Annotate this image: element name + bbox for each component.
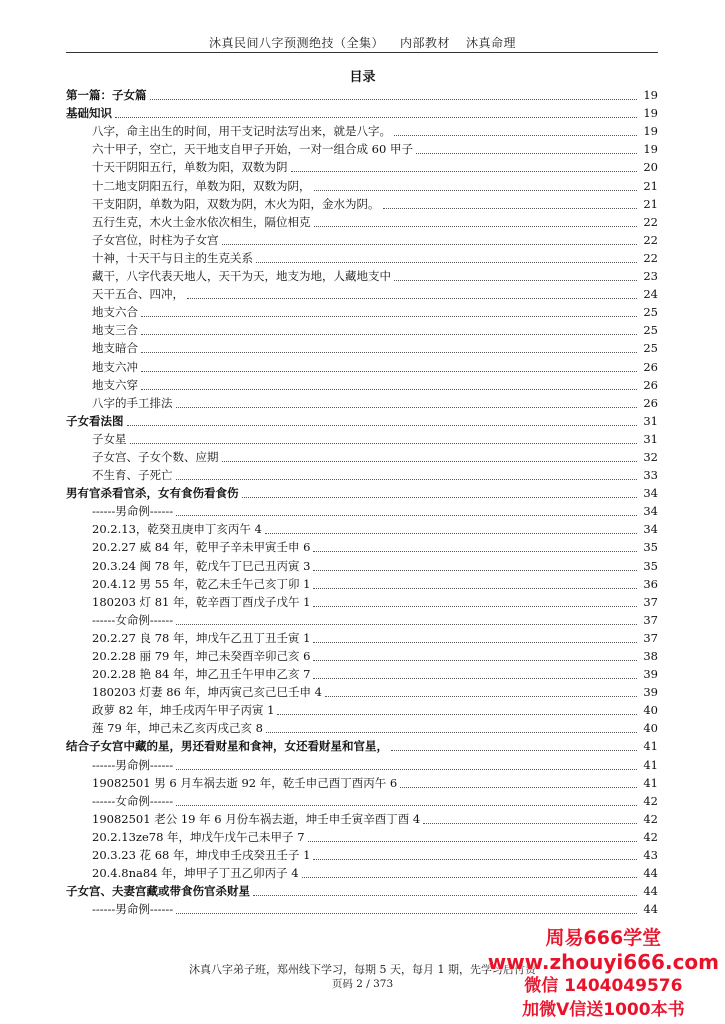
toc-entry-title: 地支六合 [92, 305, 138, 320]
toc-entry-title: ------女命例------ [92, 793, 174, 808]
toc-entry[interactable] [66, 230, 658, 248]
toc-leader-dots [277, 713, 637, 715]
toc-entry-page: 41 [643, 775, 658, 790]
toc-entry-title: 19082501 男 6 月车祸去逝 92 年，乾壬申己酉丁酉丙午 6 [92, 775, 398, 790]
toc-entry-title: ------女命例------ [92, 612, 174, 627]
toc-leader-dots [313, 659, 637, 661]
toc-leader-dots [314, 189, 638, 191]
toc-entry[interactable] [66, 628, 658, 646]
toc-leader-dots [253, 894, 637, 896]
toc-entry-title: 第一篇：子女篇 [66, 88, 147, 103]
toc-entry[interactable] [66, 194, 658, 212]
toc-entry-title: 20.3.24 闽 78 年，乾戊午丁巳己丑丙寅 3 [92, 558, 311, 573]
toc-entry-page: 42 [643, 793, 658, 808]
toc-leader-dots [313, 569, 637, 571]
toc-entry[interactable] [66, 555, 658, 573]
toc-entry-page: 21 [643, 196, 658, 211]
toc-entry-title: 男有官杀看官杀，女有食伤看食伤 [66, 486, 239, 501]
toc-entry-page: 42 [643, 811, 658, 826]
toc-entry[interactable] [66, 85, 658, 103]
toc-entry-page: 44 [643, 866, 658, 881]
toc-entry[interactable] [66, 610, 658, 628]
toc-entry-page: 26 [643, 395, 658, 410]
toc-entry[interactable] [66, 519, 658, 537]
toc-leader-dots [176, 623, 637, 625]
toc-entry-title: 十二地支阴阳五行，单数为阳，双数为阴， [92, 178, 311, 193]
toc-entry-page: 44 [643, 902, 658, 917]
toc-leader-dots [416, 152, 637, 154]
toc-entry[interactable] [66, 356, 658, 374]
book-title: 沐真民间八字预测绝技（全集） [208, 36, 384, 50]
toc-leader-dots [141, 315, 637, 317]
toc-entry-title: ------男命例------ [92, 504, 174, 519]
toc-entry-page: 39 [643, 667, 658, 682]
toc-entry[interactable] [66, 338, 658, 356]
toc-entry-page: 31 [643, 413, 658, 428]
toc-entry-page: 19 [643, 142, 658, 157]
toc-entry-page: 25 [643, 305, 658, 320]
toc-entry-title: 子女星 [92, 431, 127, 446]
toc-entry-title: 莲 79 年，坤己未乙亥丙戌己亥 8 [92, 721, 263, 736]
toc-entry[interactable] [66, 718, 658, 736]
toc-entry-title: 子女宫、子女个数、应期 [92, 449, 219, 464]
watermark-line-2: www.zhouyi666.com [487, 950, 719, 974]
toc-leader-dots [222, 243, 638, 245]
toc-entry[interactable] [66, 664, 658, 682]
toc-entry-page: 21 [643, 178, 658, 193]
toc-entry-page: 42 [643, 829, 658, 844]
page-header [0, 34, 725, 51]
toc-entry-page: 22 [643, 214, 658, 229]
page-number: 页码 2 / 373 [331, 978, 394, 990]
toc-entry-title: 不生育、子死亡 [92, 468, 173, 483]
toc-leader-dots [313, 858, 637, 860]
toc-entry-title: 地支三合 [92, 323, 138, 338]
toc-leader-dots [313, 677, 637, 679]
toc-entry-title: ------男命例------ [92, 902, 174, 917]
toc-entry-page: 31 [643, 431, 658, 446]
toc-entry-title: 20.2.13，乾癸丑庚申丁亥丙午 4 [92, 522, 262, 537]
toc-entry-page: 37 [643, 594, 658, 609]
watermark-line-3: 微信 1404049576 [524, 976, 683, 996]
toc-entry-page: 25 [643, 341, 658, 356]
toc-entry-page: 26 [643, 359, 658, 374]
toc-entry-title: 八字的手工排法 [92, 395, 173, 410]
toc-entry[interactable] [66, 537, 658, 555]
toc-leader-dots [265, 532, 637, 534]
toc-entry[interactable] [66, 682, 658, 700]
toc-entry[interactable] [66, 320, 658, 338]
toc-entry[interactable] [66, 754, 658, 772]
toc-leader-dots [314, 225, 638, 227]
toc-entry-page: 36 [643, 576, 658, 591]
toc-leader-dots [256, 261, 637, 263]
toc-leader-dots [176, 912, 637, 914]
toc-entry-title: 180203 灯妻 86 年，坤丙寅己亥己巳壬申 4 [92, 685, 322, 700]
toc-leader-dots [187, 297, 637, 299]
toc-leader-dots [222, 460, 638, 462]
toc-entry-page: 22 [643, 250, 658, 265]
toc-entry[interactable] [66, 175, 658, 193]
toc-entry-title: 20.2.28 丽 79 年，坤己未癸酉辛卯己亥 6 [92, 649, 311, 663]
toc-entry[interactable] [66, 103, 658, 121]
toc-entry-page: 37 [643, 612, 658, 627]
toc-entry-page: 25 [643, 323, 658, 338]
toc-leader-dots [130, 442, 638, 444]
toc-entry-page: 23 [643, 269, 658, 284]
toc-leader-dots [291, 170, 638, 172]
toc-entry-title: 地支六冲 [92, 359, 138, 374]
toc-entry[interactable] [66, 375, 658, 393]
toc-entry-page: 34 [643, 504, 658, 519]
toc-leader-dots [176, 406, 638, 408]
toc-entry-page: 41 [643, 757, 658, 772]
toc-entry[interactable] [66, 899, 658, 917]
toc-entry-title: 政萝 82 年，坤壬戌丙午甲子丙寅 1 [92, 703, 275, 718]
toc-title: 目录 [349, 70, 376, 85]
toc-leader-dots [383, 207, 638, 209]
toc-entry-page: 19 [643, 124, 658, 139]
toc-entry[interactable] [66, 483, 658, 501]
toc-entry-page: 22 [643, 232, 658, 247]
toc-entry-title: 藏干，八字代表天地人，天干为天，地支为地，人藏地支中 [92, 269, 391, 284]
toc-entry-title: 地支六穿 [92, 377, 138, 392]
toc-leader-dots [266, 731, 637, 733]
toc-entry[interactable] [66, 845, 658, 863]
toc-entry[interactable] [66, 809, 658, 827]
watermark-line-4: 加微V信送1000本书 [522, 1000, 685, 1020]
toc-leader-dots [176, 514, 637, 516]
toc-entry-page: 35 [643, 558, 658, 573]
toc-leader-dots [176, 768, 637, 770]
toc-entry[interactable] [66, 736, 658, 754]
toc-entry-title: 20.2.28 艳 84 年，坤乙丑壬午甲申乙亥 7 [92, 667, 311, 682]
toc-entry-page: 40 [643, 703, 658, 718]
toc-entry-page: 24 [643, 287, 658, 302]
toc-leader-dots [313, 605, 637, 607]
toc-leader-dots [176, 804, 637, 806]
toc-leader-dots [141, 370, 637, 372]
toc-entry-page: 20 [643, 160, 658, 175]
toc-entry-title: 十天干阴阳五行，单数为阳，双数为阴 [92, 160, 288, 175]
toc-entry[interactable] [66, 302, 658, 320]
toc-entry-title: 十神，十天干与日主的生克关系 [92, 250, 253, 265]
toc-entry-title: 天干五合、四冲， [92, 287, 184, 302]
toc-entry[interactable] [66, 700, 658, 718]
toc-entry[interactable] [66, 248, 658, 266]
toc-leader-dots [394, 134, 637, 136]
toc-entry-page: 40 [643, 721, 658, 736]
toc-entry[interactable] [66, 773, 658, 791]
toc-entry[interactable] [66, 574, 658, 592]
toc-entry-page: 34 [643, 486, 658, 501]
toc-entry[interactable] [66, 429, 658, 447]
toc-entry[interactable] [66, 157, 658, 175]
toc-entry-title: 五行生克，木火土金水依次相生，隔位相克 [92, 214, 311, 229]
toc-entry[interactable] [66, 411, 658, 429]
toc-leader-dots [141, 388, 637, 390]
toc-entry[interactable] [66, 121, 658, 139]
toc-entry-title: 六十甲子，空亡，天干地支自甲子开始，一对一组合成 60 甲子 [92, 142, 413, 157]
toc-entry-title: 子女看法图 [66, 413, 124, 428]
toc-entry-title: 基础知识 [66, 106, 112, 121]
header-divider [66, 52, 658, 53]
toc-entry-page: 32 [643, 449, 658, 464]
toc-entry-title: 地支暗合 [92, 341, 138, 356]
toc-entry-page: 43 [643, 848, 658, 863]
toc-entry-page: 34 [643, 522, 658, 537]
toc-entry-title: 20.4.8na84 年，坤甲子丁丑乙卯丙子 4 [92, 866, 299, 881]
toc-leader-dots [141, 333, 637, 335]
toc-entry[interactable] [66, 139, 658, 157]
toc-entry-title: 子女宫、夫妻宫藏或带食伤官杀财星 [66, 884, 250, 899]
toc-leader-dots [176, 478, 638, 480]
toc-entry-title: ------男命例------ [92, 757, 174, 772]
toc-entry-title: 20.2.13ze78 年，坤戊午戊午己未甲子 7 [92, 829, 305, 844]
toc-entry-title: 干支阳阴，单数为阳，双数为阴，木火为阳，金水为阴。 [92, 196, 380, 211]
toc-leader-dots [115, 116, 637, 118]
toc-leader-dots [400, 786, 637, 788]
table-of-contents [66, 85, 658, 917]
toc-entry-title: 20.4.12 男 55 年，乾乙未壬午己亥丁卯 1 [92, 576, 311, 591]
edition-label: 内部教材 [399, 36, 450, 50]
toc-leader-dots [308, 840, 637, 842]
toc-leader-dots [302, 876, 637, 878]
toc-leader-dots [313, 641, 637, 643]
toc-leader-dots [313, 550, 637, 552]
toc-entry-page: 26 [643, 377, 658, 392]
toc-entry-title: 180203 灯 81 年，乾辛酉丁酉戊子戊午 1 [92, 594, 311, 609]
toc-entry-title: 19082501 老公 19 年 6 月份车祸去逝，坤壬申壬寅辛酉丁酉 4 [92, 811, 421, 826]
toc-leader-dots [242, 496, 638, 498]
toc-entry-page: 33 [643, 468, 658, 483]
toc-entry[interactable] [66, 827, 658, 845]
toc-entry-page: 44 [643, 884, 658, 899]
toc-leader-dots [150, 98, 638, 100]
toc-entry-title: 20.3.23 花 68 年，坤戊申壬戌癸丑壬子 1 [92, 848, 311, 863]
toc-leader-dots [423, 822, 637, 824]
watermark [488, 926, 719, 1022]
toc-entry[interactable] [66, 646, 658, 664]
toc-entry-page: 37 [643, 630, 658, 645]
toc-entry-title: 结合子女宫中藏的星，男还看财星和食神，女还看财星和官星， [66, 739, 388, 754]
toc-entry-title: 子女宫位，时柱为子女宫 [92, 232, 219, 247]
toc-entry[interactable] [66, 863, 658, 881]
toc-entry[interactable] [66, 393, 658, 411]
toc-entry-page: 19 [643, 106, 658, 121]
toc-leader-dots [394, 279, 637, 281]
toc-entry-page: 19 [643, 88, 658, 103]
toc-entry[interactable] [66, 284, 658, 302]
toc-entry-page: 38 [643, 649, 658, 663]
toc-leader-dots [141, 351, 637, 353]
toc-entry[interactable] [66, 501, 658, 519]
toc-entry-page: 39 [643, 685, 658, 700]
footer-text: 沐真八字弟子班，郑州线下学习，每期 5 天，每月 1 期，先学习后付费 [189, 963, 536, 976]
toc-entry-page: 35 [643, 540, 658, 555]
toc-entry[interactable] [66, 212, 658, 230]
toc-entry-page: 41 [643, 739, 658, 754]
watermark-line-1: 周易666学堂 [545, 927, 662, 949]
toc-leader-dots [391, 749, 637, 751]
toc-entry-title: 八字，命主出生的时间，用干支记时法写出来，就是八字。 [92, 124, 391, 139]
toc-entry-title: 20.2.27 威 84 年，乾甲子辛未甲寅壬申 6 [92, 540, 311, 555]
toc-entry[interactable] [66, 791, 658, 809]
toc-leader-dots [313, 587, 637, 589]
toc-entry[interactable] [66, 266, 658, 284]
toc-entry[interactable] [66, 465, 658, 483]
toc-leader-dots [127, 424, 638, 426]
toc-entry-title: 20.2.27 良 78 年，坤戊午乙丑丁丑壬寅 1 [92, 630, 311, 645]
toc-leader-dots [325, 695, 637, 697]
toc-entry[interactable] [66, 447, 658, 465]
toc-entry[interactable] [66, 592, 658, 610]
toc-entry[interactable] [66, 881, 658, 899]
author-label: 沐真命理 [466, 36, 517, 50]
